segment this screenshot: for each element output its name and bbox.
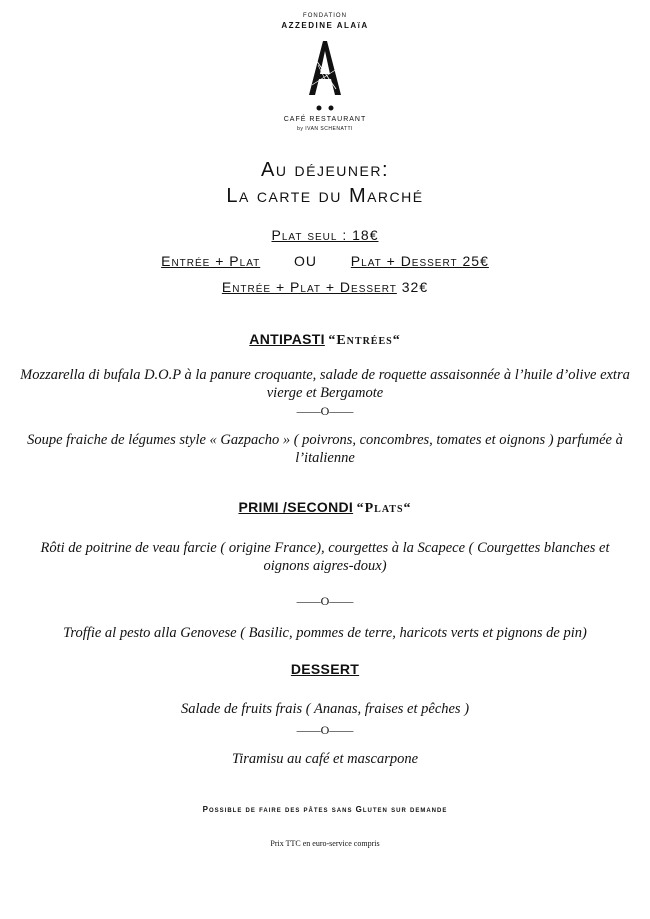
price-full-menu xyxy=(0,279,650,295)
price-full-amount: 32€ xyxy=(396,279,429,295)
foundation-label: FONDATION xyxy=(303,13,347,19)
section-dessert-heading xyxy=(0,661,650,679)
price-or: OU xyxy=(294,253,318,269)
antipasti-item-1: Mozzarella di bufala D.O.P à la panure croquante, salade de roquette assaisonnée à l’huile d’olive extra vierge et Bergamote xyxy=(20,367,630,401)
price-plat-seul xyxy=(0,227,650,243)
menu-title-line1: Au déjeuner: xyxy=(260,159,390,181)
cafe-restaurant-label: CAFÉ RESTAURANT xyxy=(283,116,367,123)
price-plat-dessert: Plat + Dessert 25€ xyxy=(350,253,489,269)
primi-separator: ——O—— xyxy=(296,594,354,608)
price-formula-row xyxy=(0,253,650,269)
chef-credit: by IVAN SCHENATTI xyxy=(297,126,353,132)
dessert-item-2: Tiramisu au café et mascarpone xyxy=(231,751,419,767)
gluten-free-note: Possible de faire des pâtes sans Gluten sur demande xyxy=(202,805,448,814)
antipasti-keyword: ANTIPASTI xyxy=(249,331,325,347)
section-antipasti-heading xyxy=(0,331,650,349)
dessert-separator: ——O—— xyxy=(296,723,354,737)
dessert-keyword: DESSERT xyxy=(290,661,360,677)
price-footer: Prix TTC en euro-service compris xyxy=(270,839,380,848)
antipasti-label: “Entrées“ xyxy=(328,333,401,348)
foundation-name: AZZEDINE ALAïA xyxy=(281,21,369,30)
price-full-label: Entrée + Plat + Dessert xyxy=(221,279,397,295)
section-primi-heading xyxy=(0,499,650,517)
antipasti-item-2: Soupe fraiche de légumes style « Gazpacho » ( poivrons, concombres, tomates et oignons ) parfumée à l’italienne xyxy=(27,432,623,466)
antipasti-separator: ——O—— xyxy=(296,404,354,418)
price-plat-seul-text: Plat seul : 18€ xyxy=(271,227,379,243)
menu-title-line2: La carte du Marché xyxy=(226,185,424,207)
primi-label: “Plats“ xyxy=(356,501,412,516)
price-entree-plat: Entrée + Plat xyxy=(161,253,261,269)
primi-item-2: Troffie al pesto alla Genovese ( Basilic, pommes de terre, haricots verts et pignons de pin) xyxy=(63,625,587,641)
primi-item-1: Rôti de poitrine de veau farcie ( origine France), courgettes à la Scapece ( Courgettes blanches et oignons aigres-doux) xyxy=(40,540,610,574)
primi-keyword: PRIMI /SECONDI xyxy=(238,499,354,515)
logo-a-icon xyxy=(300,37,350,117)
restaurant-logo xyxy=(300,37,350,117)
dessert-item-1: Salade de fruits frais ( Ananas, fraises et pêches ) xyxy=(180,701,470,717)
